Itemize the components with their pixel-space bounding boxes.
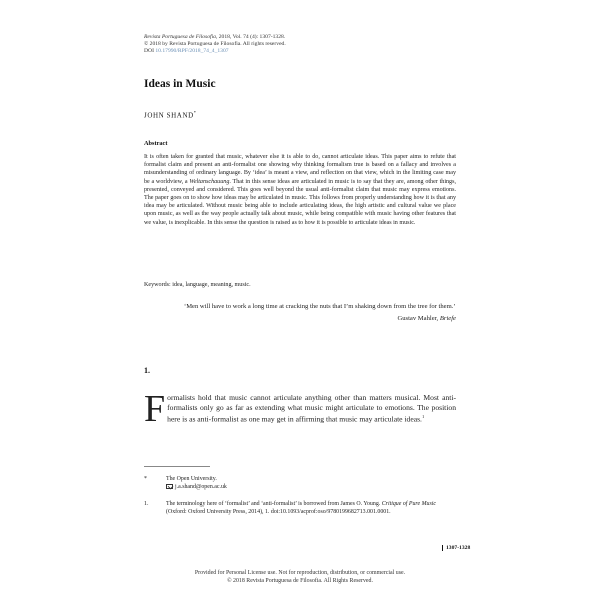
license-footer bbox=[144, 569, 456, 585]
abstract-part1: It is often taken for granted that music, whatever else it is able to do, cannot articulate ideas. This paper aims to refute that formalist claim and present an anti-formalist one showing why thinking formalism true is based on a fallacy and involves a misunderstanding of ordinary language. By ‘idea’ is meant a view, and reflection on that view, which in the limiting case may be a worldview, a bbox=[144, 154, 456, 185]
copyright-line: © 2018 by Revista Portuguesa de Filosofia. All rights reserved. bbox=[144, 41, 286, 47]
footnote-1-part2: (Oxford: Oxford University Press, 2014), 1. doi:10.1093/acprof:oso/9780199682713.001.0001. bbox=[166, 509, 391, 515]
abstract-heading: Abstract bbox=[144, 140, 168, 147]
affiliation-text: The Open University. bbox=[166, 476, 217, 482]
doi-label: DOI bbox=[144, 48, 154, 54]
footnote-affiliation bbox=[144, 475, 227, 491]
epigraph-author: Gustav Mahler, bbox=[397, 314, 439, 322]
author-note-mark[interactable]: * bbox=[193, 110, 197, 115]
affiliation-mark: * bbox=[144, 476, 147, 482]
drop-cap: F bbox=[144, 388, 166, 430]
footnote-1-book-title: Critique of Pure Music bbox=[381, 501, 436, 507]
journal-header bbox=[144, 34, 286, 55]
body-paragraph bbox=[144, 388, 456, 430]
page-range: 1307-1328 bbox=[442, 545, 470, 551]
paper-title: Ideas in Music bbox=[144, 78, 216, 90]
doi-link[interactable]: 10.17990/RPF/2018_74_4_1307 bbox=[155, 48, 229, 54]
doi-line bbox=[144, 48, 286, 55]
footnote-1-text bbox=[144, 500, 456, 516]
footnote-1-part1: The terminology here of ‘formalist’ and ‘anti-formalist’ is borrowed from James O. Young. bbox=[166, 501, 382, 507]
citation-line bbox=[144, 34, 286, 41]
epigraph-attribution bbox=[184, 314, 456, 324]
epigraph-source: Briefe bbox=[439, 314, 456, 322]
footnote-1-mark: 1. bbox=[144, 501, 149, 507]
footnote-rule bbox=[144, 466, 210, 467]
abstract-text bbox=[144, 153, 456, 227]
author-email[interactable]: j.a.shand@open.ac.uk bbox=[175, 484, 227, 490]
footer-copyright-line: © 2018 Revista Portuguesa de Filosofia. All Rights Reserved. bbox=[227, 578, 373, 584]
epigraph-quote: ‘Men will have to work a long time at cracking the nuts that I’m shaking down from the tree for them.’ bbox=[184, 303, 456, 310]
author-line bbox=[144, 110, 197, 119]
section-number: 1. bbox=[144, 366, 150, 375]
footer-license-line: Provided for Personal License use. Not for reproduction, distribution, or commercial use. bbox=[194, 570, 406, 576]
keywords: Keywords: idea, language, meaning, music. bbox=[144, 282, 251, 288]
author-name: JOHN SHAND bbox=[144, 111, 194, 120]
footnote-ref-1[interactable]: 1 bbox=[421, 414, 425, 420]
abstract-italic-term: Weltanschauung bbox=[189, 178, 230, 185]
body-text: ormalists hold that music cannot articulate anything other than matters musical. Most anti-formalists only go as far as extending what music might articulate to emotions. The position here is as anti-formalist as one may get in affirming that music may articulate ideas. bbox=[167, 393, 456, 424]
journal-name: Revista Portuguesa de Filosofia bbox=[144, 34, 216, 40]
epigraph bbox=[184, 302, 456, 323]
footnote-1 bbox=[144, 500, 456, 516]
citation-details: , 2018, Vol. 74 (4): 1307-1328. bbox=[215, 34, 286, 40]
mail-icon bbox=[166, 484, 173, 489]
abstract-part2: . That in this sense ideas are articulated in music is to say that they are, among other things, presented, conveyed and considered. This goes well beyond the usual anti-formalist claim that music may express emotions. The paper goes on to show how ideas may be articulated in music. This follows from properly understanding how it is that any idea may be articulated. Without music being able to include articulating ideas, the high artistic and cultural value we place upon music, as well as the way people actually talk about music, while being compatible with music having other features that we value, is inexplicable. In this sense the question is raised as to how it is possible to articulate ideas in music. bbox=[144, 178, 456, 226]
